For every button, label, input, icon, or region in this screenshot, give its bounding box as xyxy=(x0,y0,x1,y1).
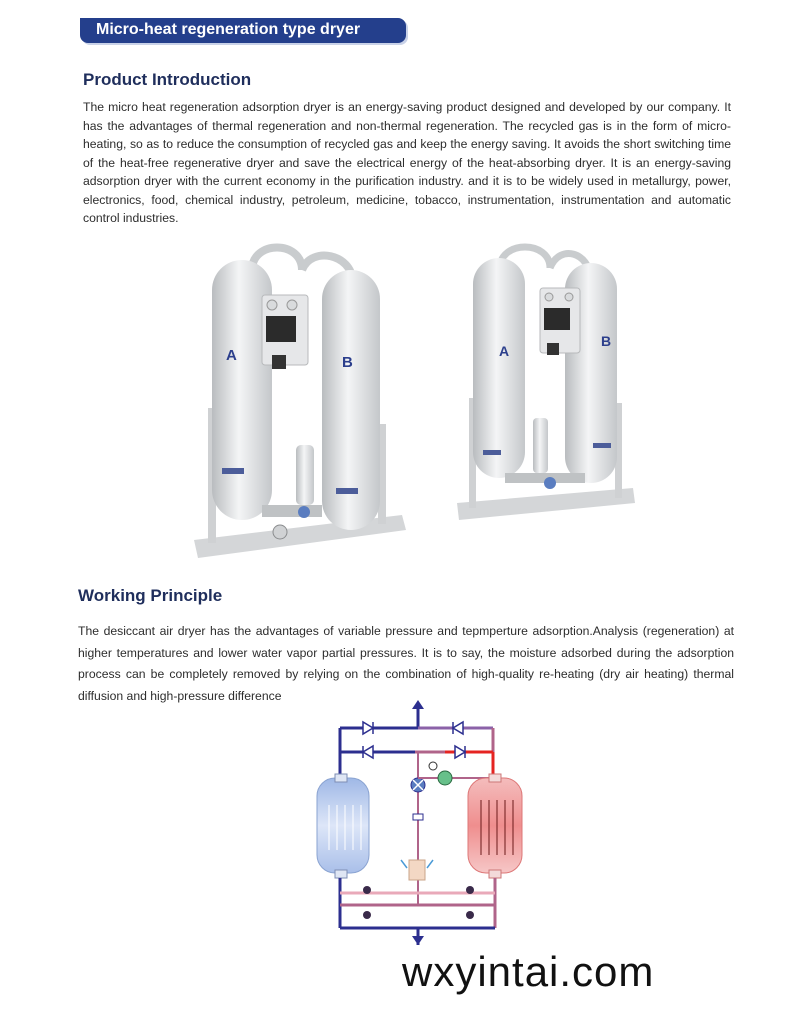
website-url: wxyintai.com xyxy=(402,948,655,995)
working-principle-heading: Working Principle xyxy=(78,586,223,605)
tank-b-label: B xyxy=(342,354,353,371)
tank-a-label-small: A xyxy=(499,343,510,359)
banner-title: Micro-heat regeneration type dryer xyxy=(96,21,361,38)
dryer-photo-large xyxy=(192,240,407,560)
title-banner xyxy=(80,18,406,43)
product-introduction-heading: Product Introduction xyxy=(83,70,252,89)
working-principle-diagram xyxy=(305,700,530,950)
working-principle-text: The desiccant air dryer has the advantages of variable pressure and tepmperture adsorption.Analysis (regeneration) at higher temperatures and lower water vapor partial pressures. It is to say, the moisture adsorbed during the adsorption process can be completely removed by relying on the combination of high-quality re-heating (dry air heating) thermal diffusion and high-pressure difference xyxy=(78,624,734,703)
product-introduction-text: The micro heat regeneration adsorption dryer is an energy-saving product designed and developed by our company. It has the advantages of thermal regeneration and non-thermal regeneration. The recycled gas is in the form of micro-heating, so as to reduce the consumption of recycled gas and keep the energy saving. It avoids the short switching time of the heat-free regenerative dryer and save the electrical energy of the heat-absorbing dryer. It is an energy-saving adsorption dryer with the current economy in the purification industry. and it is to be widely used in metallurgy, power, electronics, food, chemical industry, petroleum, medicine, tobacco, instrumentation, instrumentation and automatic control industries. xyxy=(83,100,731,225)
dryer-photo-small xyxy=(455,238,635,523)
tank-b-label-small: B xyxy=(601,333,612,349)
tank-a-label: A xyxy=(226,347,237,364)
